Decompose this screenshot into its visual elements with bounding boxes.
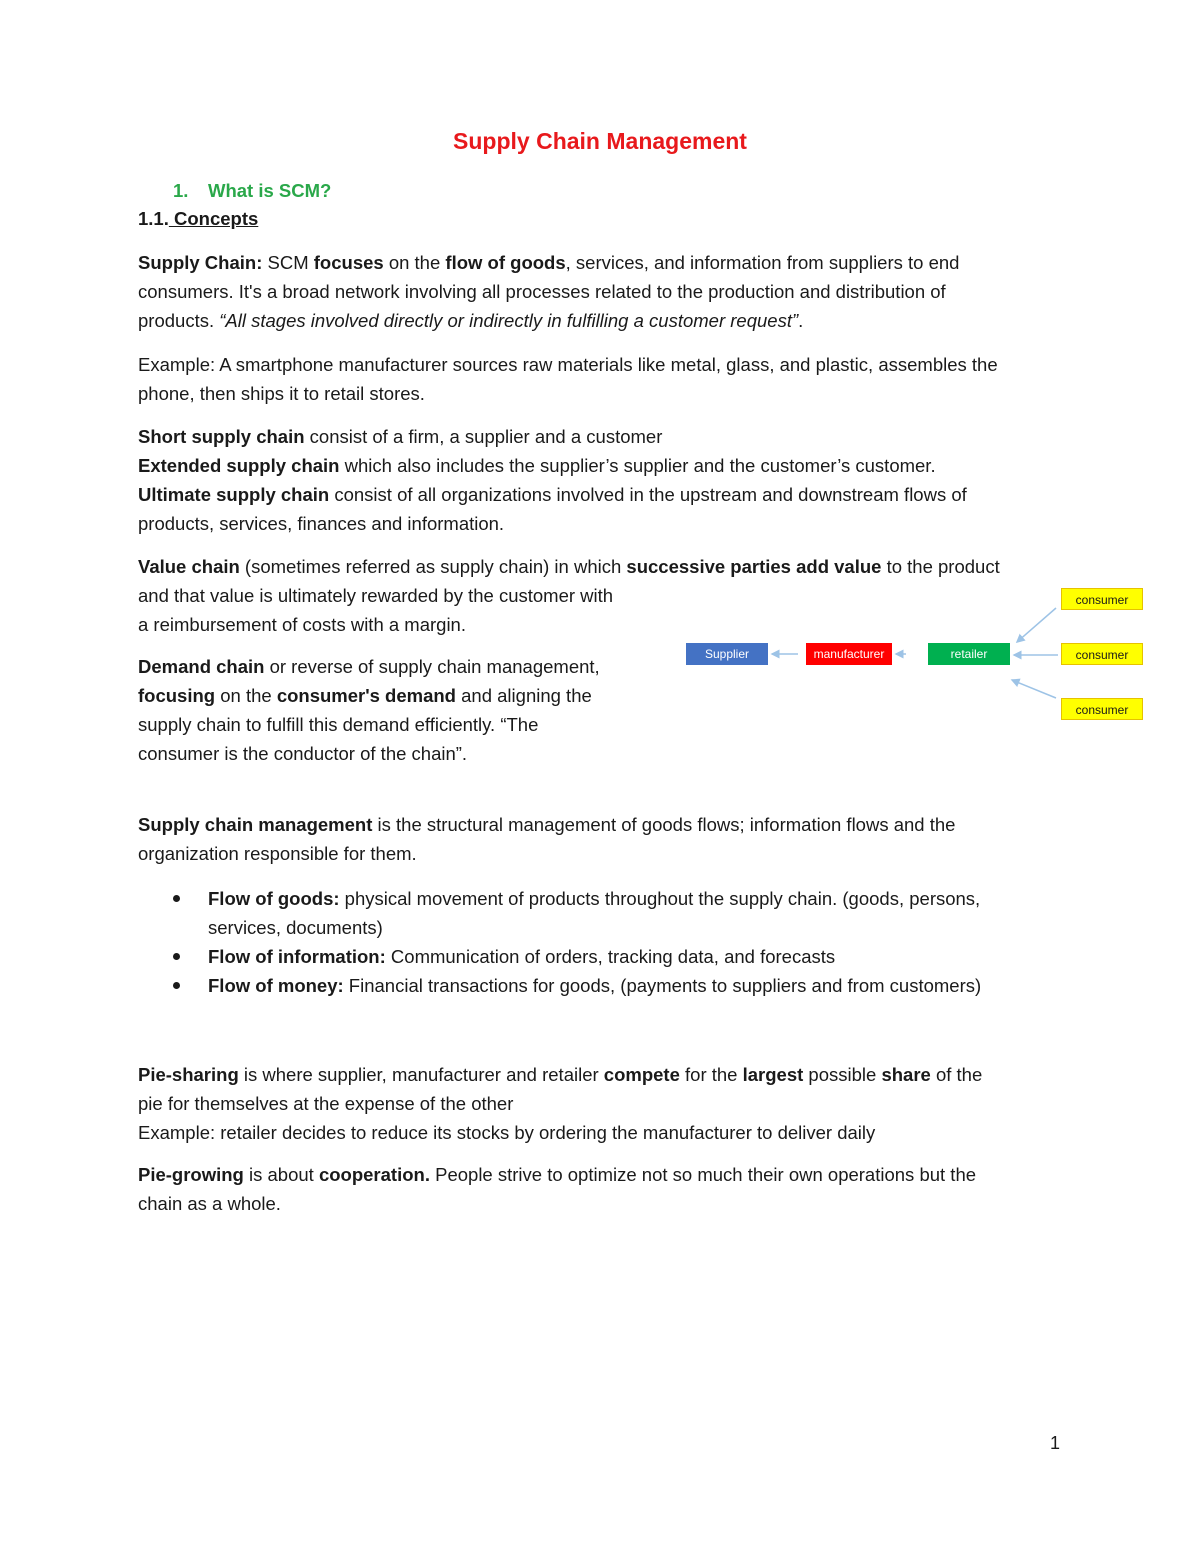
- supply-chain-diagram: [684, 584, 1154, 724]
- pie-growing-paragraph: [138, 1160, 976, 1218]
- page-number: 1: [1050, 1433, 1061, 1453]
- text: which also includes the supplier’s supplier and the customer’s customer.: [339, 455, 936, 476]
- text: is the structural management of goods flows; information flows and the: [372, 814, 956, 835]
- text-line: [138, 306, 959, 335]
- text-line: Example: A smartphone manufacturer sources raw materials like metal, glass, and plastic, assembles the: [138, 354, 998, 375]
- emphasis: cooperation.: [318, 1164, 430, 1185]
- text-line: [208, 942, 981, 971]
- retailer-box: retailer: [928, 643, 1010, 665]
- text: physical movement of products throughout the supply chain. (goods, persons,: [339, 888, 981, 909]
- term: Demand chain: [138, 656, 265, 677]
- term: Pie-growing: [138, 1164, 244, 1185]
- text: Communication of orders, tracking data, and forecasts: [385, 946, 836, 967]
- text: (sometimes referred as supply chain) in which: [239, 556, 627, 577]
- text-line: [138, 451, 967, 480]
- subsection-heading: [138, 208, 258, 230]
- term: Supply Chain:: [138, 252, 263, 273]
- emphasis: compete: [603, 1064, 680, 1085]
- text-line: [208, 971, 981, 1000]
- text: SCM: [262, 252, 314, 273]
- flows-list: [138, 884, 981, 1000]
- text-line: [138, 422, 967, 451]
- supply-chain-paragraph: [138, 248, 959, 335]
- emphasis: consumer's demand: [276, 685, 456, 706]
- text-line: [138, 248, 959, 277]
- text-line: consumer is the conductor of the chain”.: [138, 743, 468, 764]
- manufacturer-box: manufacturer: [806, 643, 892, 665]
- text-line: and that value is ultimately rewarded by the customer with: [138, 585, 614, 606]
- text-line: Example: retailer decides to reduce its stocks by ordering the manufacturer to deliver daily: [138, 1122, 876, 1143]
- text: Financial transactions for goods, (payments to suppliers and from customers): [343, 975, 982, 996]
- text-line: [138, 681, 600, 710]
- list-item: [138, 884, 981, 942]
- emphasis: focusing: [138, 685, 216, 706]
- text-line: chain as a whole.: [138, 1193, 281, 1214]
- text: of the: [930, 1064, 983, 1085]
- bullet-icon: [173, 953, 180, 960]
- text: and aligning the: [456, 685, 592, 706]
- text-line: pie for themselves at the expense of the other: [138, 1093, 514, 1114]
- text: to the product: [881, 556, 1000, 577]
- text: or reverse of supply chain management,: [264, 656, 600, 677]
- term: Supply chain management: [138, 814, 373, 835]
- term: Extended supply chain: [138, 455, 340, 476]
- text-line: [138, 1060, 982, 1089]
- list-item: [138, 942, 981, 971]
- text: on the: [383, 252, 446, 273]
- term: Short supply chain: [138, 426, 305, 447]
- bullet-icon: [173, 982, 180, 989]
- text: is where supplier, manufacturer and retailer: [238, 1064, 604, 1085]
- emphasis: focuses: [313, 252, 384, 273]
- text-line: consumers. It's a broad network involving all processes related to the production and distribution of: [138, 281, 946, 302]
- text-line: [138, 480, 967, 509]
- text: possible: [803, 1064, 882, 1085]
- text: consist of all organizations involved in the upstream and downstream flows of: [329, 484, 967, 505]
- text-line: services, documents): [208, 917, 383, 938]
- emphasis: flow of goods: [445, 252, 566, 273]
- text: consist of a firm, a supplier and a customer: [304, 426, 663, 447]
- example-paragraph: [138, 350, 998, 408]
- section-title: What is SCM?: [208, 180, 332, 201]
- supplier-box: Supplier: [686, 643, 768, 665]
- text: for the: [679, 1064, 743, 1085]
- arrow-consumer-top-to-retailer: [1017, 608, 1056, 642]
- term: Flow of money:: [208, 975, 344, 996]
- consumer-mid-box: consumer: [1061, 643, 1143, 665]
- text-line: [138, 552, 1000, 581]
- scm-paragraph: [138, 810, 955, 868]
- text-line: supply chain to fulfill this demand efficiently. “The: [138, 714, 539, 735]
- text-line: [208, 884, 981, 913]
- demand-chain-paragraph: [138, 652, 600, 768]
- text: , services, and information from suppliers to end: [565, 252, 960, 273]
- term: Value chain: [138, 556, 240, 577]
- emphasis: largest: [742, 1064, 804, 1085]
- arrow-consumer-bottom-to-retailer: [1012, 680, 1056, 698]
- text-line: products, services, finances and information.: [138, 513, 505, 534]
- term: Pie-sharing: [138, 1064, 239, 1085]
- pie-sharing-paragraph: [138, 1060, 982, 1147]
- section-number: 1.: [173, 180, 189, 201]
- text: People strive to optimize not so much their own operations but the: [429, 1164, 977, 1185]
- emphasis: share: [881, 1064, 931, 1085]
- text-line: [138, 1160, 976, 1189]
- quote: “All stages involved directly or indirectly in fulfilling a customer request”: [219, 310, 799, 331]
- chain-types-paragraph: [138, 422, 967, 538]
- term: Flow of goods:: [208, 888, 340, 909]
- list-item: [138, 971, 981, 1000]
- term: Flow of information:: [208, 946, 386, 967]
- text: products.: [138, 310, 220, 331]
- emphasis: successive parties add value: [626, 556, 882, 577]
- bullet-icon: [173, 895, 180, 902]
- text-line: a reimbursement of costs with a margin.: [138, 614, 466, 635]
- consumer-top-box: consumer: [1061, 588, 1143, 610]
- text-line: [138, 810, 955, 839]
- consumer-bottom-box: consumer: [1061, 698, 1143, 720]
- page-title: Supply Chain Management: [453, 128, 747, 154]
- subsection-number: 1.1.: [138, 208, 169, 229]
- text-line: organization responsible for them.: [138, 843, 417, 864]
- text: is about: [243, 1164, 319, 1185]
- text-line: phone, then ships it to retail stores.: [138, 383, 425, 404]
- text: .: [798, 310, 804, 331]
- text-line: [138, 652, 600, 681]
- subsection-title: Concepts: [168, 208, 259, 229]
- text: on the: [215, 685, 277, 706]
- term: Ultimate supply chain: [138, 484, 330, 505]
